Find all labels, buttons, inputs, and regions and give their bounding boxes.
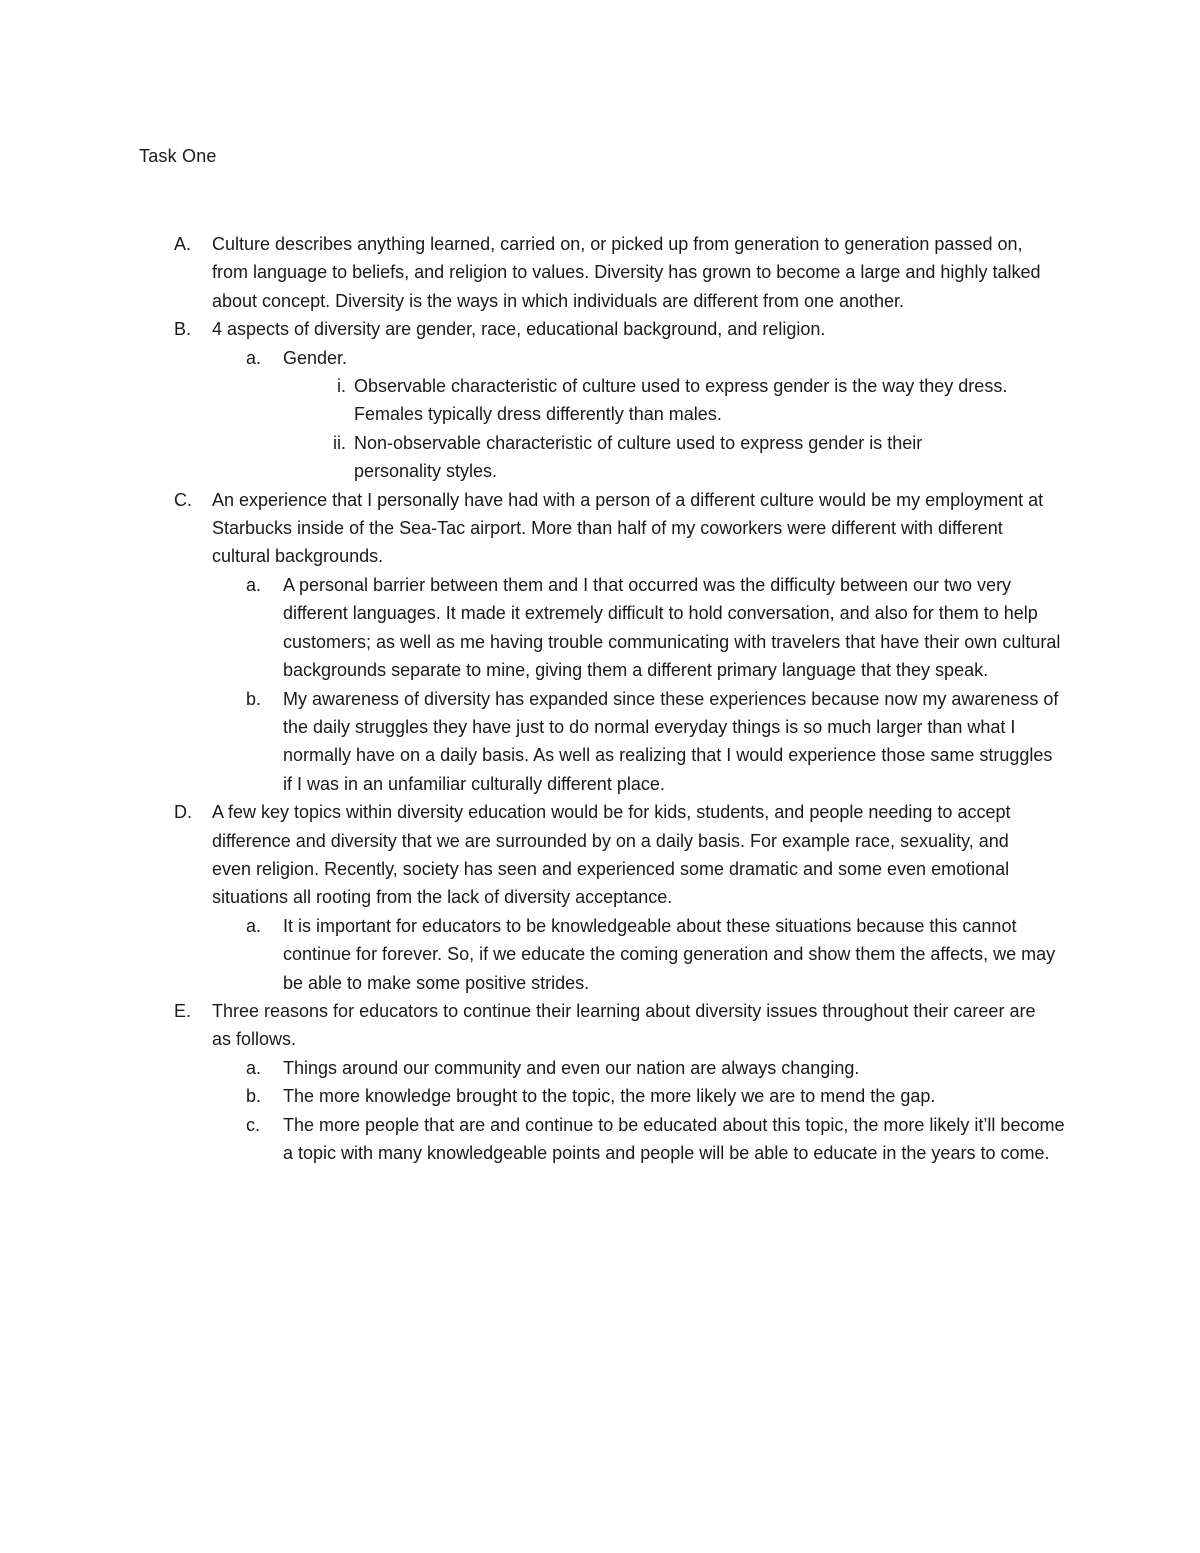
document-title: Task One	[139, 146, 217, 166]
list-marker: A.	[174, 234, 192, 254]
list-marker: b.	[246, 1086, 262, 1107]
list-marker: c.	[246, 1114, 261, 1135]
list-item-text: It is important for educators to be knowledgeable about these situations because this cannot continue for forever. So, if we educate the coming generation and show them the affects, we may be able to make some positive strides.	[283, 915, 1056, 993]
list-item-text: An experience that I personally have had with a person of a different culture would be my employment at Starbucks inside of the Sea-Tac airport. More than half of my coworkers were different with different cultural backgrounds.	[212, 489, 1044, 567]
list-item-B-a	[0, 344, 1066, 372]
list-item-E	[0, 997, 1050, 1054]
list-item-text: The more knowledge brought to the topic, the more likely we are to mend the gap.	[283, 1086, 936, 1107]
list-item-text: The more people that are and continue to be educated about this topic, the more likely it’ll become a topic with many knowledgeable points and people will be able to educate in the years to come.	[283, 1114, 1065, 1163]
list-item-text: A few key topics within diversity education would be for kids, students, and people needing to accept difference and diversity that we are surrounded by on a daily basis. For example race, sexuality, and even religion. Recently, society has seen and experienced some dramatic and some even emotional situations all rooting from the lack of diversity acceptance.	[212, 802, 1011, 908]
list-marker: a.	[246, 915, 262, 936]
list-item-C-a	[0, 571, 1066, 685]
list-item-D-a	[0, 912, 1066, 997]
list-item-text: Gender.	[283, 347, 348, 368]
list-marker: E.	[174, 1000, 192, 1021]
list-item-text: Culture describes anything learned, carried on, or picked up from generation to generation passed on, from language to beliefs, and religion to values. Diversity has grown to become a large and highly talked about concept. Diversity is the ways in which individuals are different from one another.	[212, 234, 1041, 311]
list-marker: a.	[246, 1057, 262, 1078]
list-item-text: 4 aspects of diversity are gender, race, educational background, and religion.	[212, 319, 826, 340]
list-marker: C.	[174, 489, 192, 510]
list-item-text: My awareness of diversity has expanded since these experiences because now my awareness of the daily struggles they have just to do normal everyday things is so much larger than what I normally have on a daily basis. As well as realizing that I would experience those same struggles if I was in an unfamiliar culturally different place.	[283, 688, 1059, 794]
list-marker: i.	[337, 376, 346, 397]
list-marker: b.	[246, 688, 262, 709]
list-marker: D.	[174, 802, 192, 823]
list-marker: a.	[246, 347, 262, 368]
list-marker: B.	[174, 319, 192, 340]
document-body	[0, 230, 1200, 1167]
list-item-text: Three reasons for educators to continue their learning about diversity issues throughout their career are as follows.	[212, 1000, 1036, 1050]
list-item-B-a-i	[0, 372, 1014, 429]
list-marker: a.	[246, 574, 262, 595]
list-item-text: A personal barrier between them and I that occurred was the difficulty between our two very different languages. It made it extremely difficult to hold conversation, and also for them to help customers; as well as me having trouble communicating with travelers that have their own cultural backgrounds separate to mine, giving them a different primary language that they speak.	[283, 574, 1061, 681]
list-item-C-b	[0, 685, 1066, 799]
list-marker: ii.	[333, 432, 346, 453]
list-item-A	[0, 230, 1050, 315]
list-item-E-c	[0, 1111, 1066, 1168]
list-item-D	[0, 798, 1050, 912]
list-item-E-b	[0, 1082, 1066, 1110]
list-item-E-a	[0, 1054, 1066, 1082]
list-item-text: Non-observable characteristic of culture used to express gender is their personality styles.	[354, 432, 923, 482]
list-item-B	[0, 315, 1050, 343]
list-item-C	[0, 486, 1050, 571]
list-item-B-a-ii	[0, 429, 1014, 486]
list-item-text: Observable characteristic of culture used to express gender is the way they dress. Females typically dress differently than males.	[354, 376, 1008, 425]
list-item-text: Things around our community and even our nation are always changing.	[283, 1057, 860, 1078]
